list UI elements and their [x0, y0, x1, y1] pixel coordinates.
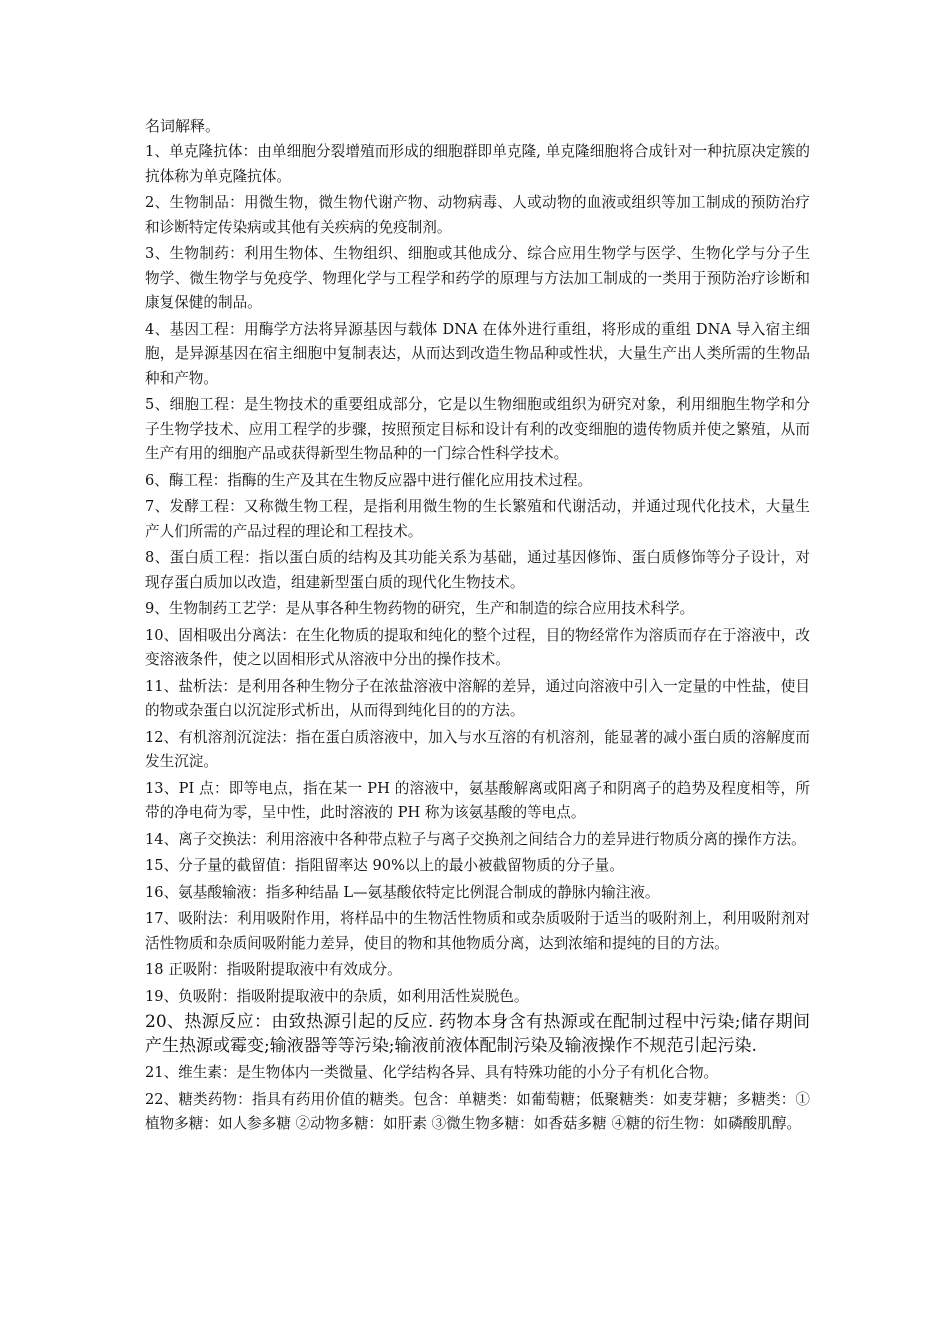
term-entry-2: 2、生物制品：用微生物，微生物代谢产物、动物病毒、人或动物的血液或组织等加工制成的预防治疗和诊断特定传染病或其他有关疾病的免疫制剂。	[145, 194, 810, 236]
term-entry-9: 9、生物制药工艺学：是从事各种生物药物的研究，生产和制造的综合应用技术科学。	[145, 600, 695, 617]
term-entry-6: 6、酶工程：指酶的生产及其在生物反应器中进行催化应用技术过程。	[145, 471, 593, 489]
term-entry-14: 14、离子交换法：利用溶液中各种带点粒子与离子交换剂之间结合力的差异进行物质分离的操作方法。	[145, 830, 806, 848]
term-entry-3: 3、生物制药：利用生物体、生物组织、细胞或其他成分、综合应用生物学与医学、生物化学与分子生物学、微生物学与免疫学、物理化学与工程学和药学的原理与方法加工制成的一类用于预防治疗诊断和康复保健的制品。	[145, 245, 810, 311]
term-entry-13: 13、PI 点：即等电点，指在某一 PH 的溶液中，氨基酸解离或阳离子和阴离子的趋势及程度相等，所带的净电荷为零，呈中性，此时溶液的 PH 称为该氨基酸的等电点。	[145, 779, 810, 821]
term-entry-8: 8、蛋白质工程：指以蛋白质的结构及其功能关系为基础，通过基因修饰、蛋白质修饰等分子设计，对现存蛋白质加以改造，组建新型蛋白质的现代化生物技术。	[145, 549, 810, 591]
term-entry-1: 1、单克隆抗体：由单细胞分裂增殖而形成的细胞群即单克隆, 单克隆细胞将合成针对一种抗原决定簇的抗体称为单克隆抗体。	[145, 143, 810, 185]
term-entry-16: 16、氨基酸输液：指多种结晶 L—氨基酸依特定比例混合制成的静脉内输注液。	[145, 883, 660, 901]
term-entry-4: 4、基因工程：用酶学方法将异源基因与载体 DNA 在体外进行重组，将形成的重组 DNA 导入宿主细胞，是异源基因在宿主细胞中复制表达，从而达到改造生物品种或性状，大量生产出人类所需的生物品种和产物。	[145, 320, 810, 387]
document-heading: 名词解释。	[145, 117, 221, 135]
term-entry-10: 10、固相吸出分离法：在生化物质的提取和纯化的整个过程，目的物经常作为溶质而存在于溶液中，改变溶液条件，使之以固相形式从溶液中分出的操作技术。	[145, 626, 810, 668]
term-entry-22: 22、糖类药物：指具有药用价值的糖类。包含：单糖类：如葡萄糖；低聚糖类：如麦芽糖；多糖类：①植物多糖：如人参多糖 ②动物多糖：如肝素 ③微生物多糖：如香菇多糖 ④糖的衍生物：如磷酸肌醇。	[145, 1090, 810, 1132]
term-entry-12: 12、有机溶剂沉淀法：指在蛋白质溶液中，加入与水互溶的有机溶剂，能显著的减小蛋白质的溶解度而发生沉淀。	[145, 728, 810, 770]
term-entry-19: 19、负吸附：指吸附提取液中的杂质，如利用活性炭脱色。	[145, 987, 529, 1005]
term-entry-21: 21、维生素：是生物体内一类微量、化学结构各异、具有特殊功能的小分子有机化合物。	[145, 1064, 719, 1081]
term-entry-11: 11、盐析法：是利用各种生物分子在浓盐溶液中溶解的差异，通过向溶液中引入一定量的中性盐，使目的物或杂蛋白以沉淀形式析出，从而得到纯化目的的方法。	[145, 677, 810, 719]
term-entry-15: 15、分子量的截留值：指阻留率达 90%以上的最小被截留物质的分子量。	[145, 857, 624, 874]
document-body	[145, 114, 810, 1139]
term-entry-7: 7、发酵工程：又称微生物工程，是指利用微生物的生长繁殖和代谢活动，并通过现代化技术，大量生产人们所需的产品过程的理论和工程技术。	[145, 498, 810, 540]
term-entry-20: 20、热源反应：由致热源引起的反应. 药物本身含有热源或在配制过程中污染;储存期间产生热源或霉变;输液器等等污染;输液前液体配制污染及输液操作不规范引起污染.	[145, 1012, 810, 1056]
term-entry-18: 18 正吸附：指吸附提取液中有效成分。	[145, 961, 402, 978]
term-entry-5: 5、细胞工程：是生物技术的重要组成部分，它是以生物细胞或组织为研究对象，利用细胞生物学和分子生物学技术、应用工程学的步骤，按照预定目标和设计有利的改变细胞的遗传物质并使之繁殖，从而生产有用的细胞产品或获得新型生物品种的一门综合性科学技术。	[145, 396, 810, 462]
term-entry-17: 17、吸附法：利用吸附作用，将样品中的生物活性物质和或杂质吸附于适当的吸附剂上，利用吸附剂对活性物质和杂质间吸附能力差异，使目的物和其他物质分离，达到浓缩和提纯的目的方法。	[145, 910, 810, 952]
